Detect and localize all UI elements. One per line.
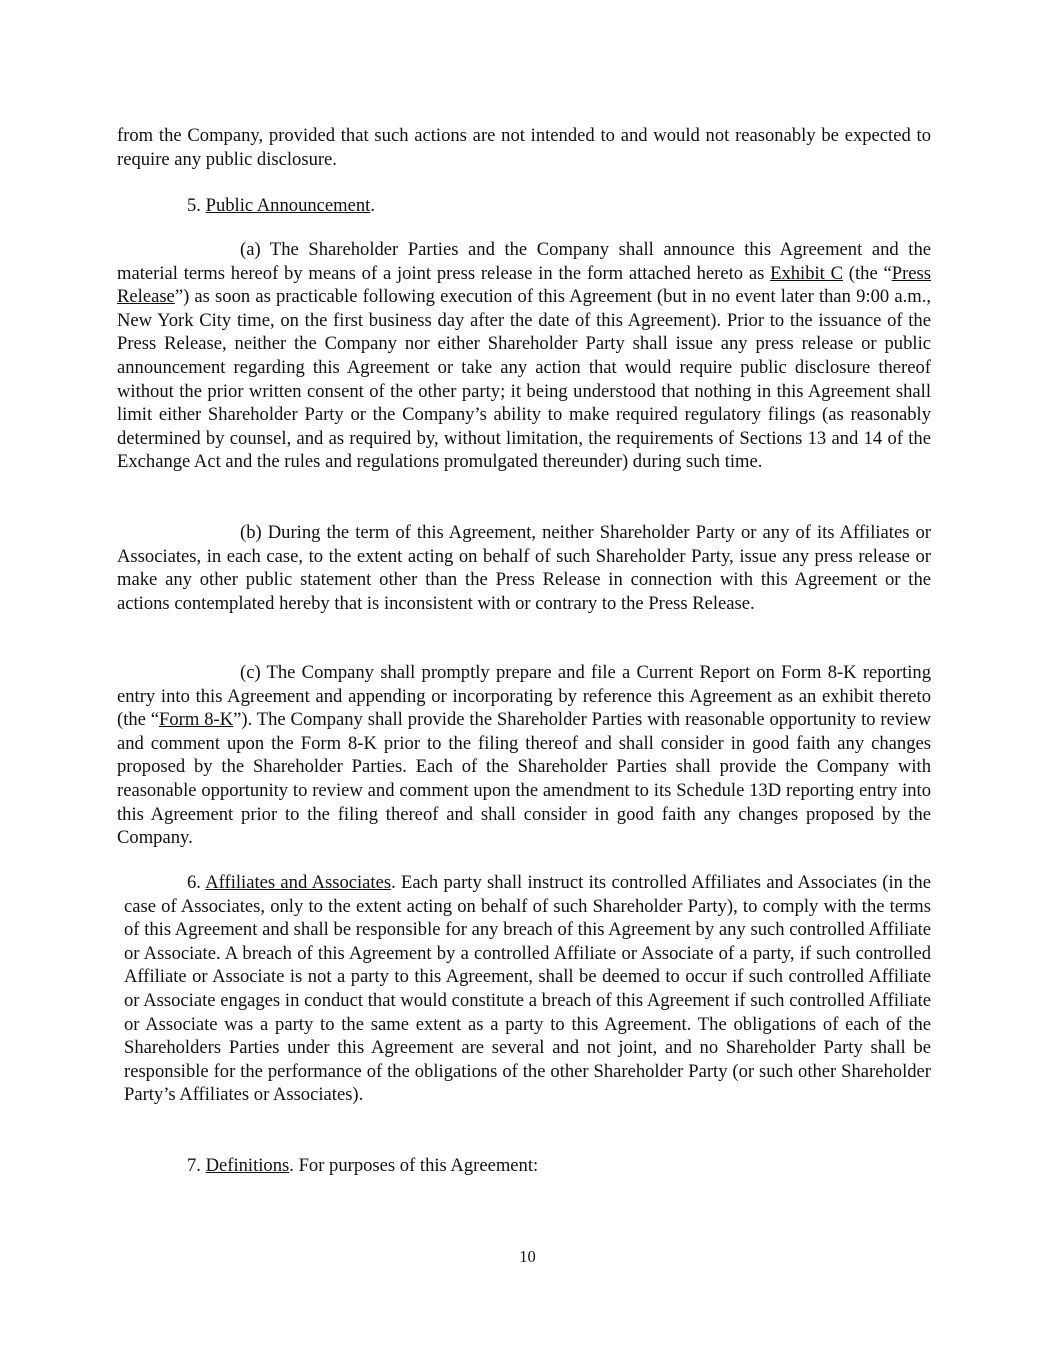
section-5-title: Public Announcement — [205, 195, 371, 216]
section-5b-paragraph: (b) During the term of this Agreement, neither Shareholder Party or any of its Affiliates or Associates, in each case, to the extent acting on behalf of such Shareholder Party, issue any press release or make any other public statement other than the Press Release in connection with this Agreement or the actions contemplated hereby that is inconsistent with or contrary to the Press Release. — [117, 522, 931, 614]
intro-paragraph: from the Company, provided that such actions are not intended to and would not reasonably be expected to require any public disclosure. — [117, 125, 931, 170]
section-7-number: 7. — [187, 1155, 206, 1176]
section-7-title: Definitions — [205, 1155, 290, 1176]
section-6-title: Affiliates and Associates — [205, 872, 392, 893]
page-number: 10 — [519, 1247, 536, 1266]
press-release-term: Press Release — [117, 262, 932, 308]
section-5c-paragraph: (c) The Company shall promptly prepare and file a Current Report on Form 8-K reporting entry into this Agreement and appending or incorporating by reference this Agreement as an exhibit thereto (the “Form 8-K”). The Company shall provide the Shareholder Parties with reasonable opportunity to review and comment upon the Form 8-K prior to the filing thereof and shall consider in good faith any changes proposed by the Shareholder Parties. Each of the Shareholder Parties shall provide the Company with reasonable opportunity to review and comment upon the amendment to its Schedule 13D reporting entry into this Agreement prior to the filing thereof and shall consider in good faith any changes proposed by the Company. — [117, 662, 932, 849]
section-7-heading: 7. Definitions. For purposes of this Agreement: — [187, 1155, 539, 1176]
section-5-number: 5. — [187, 195, 201, 216]
exhibit-c-term: Exhibit C — [770, 262, 844, 284]
section-6-paragraph: 6. Affiliates and Associates. Each party shall instruct its controlled Affiliates and Associates (in the case of Associates, only to the extent acting on behalf of such Shareholder Party), to comply with the terms of this Agreement and shall be responsible for any breach of this Agreement by any such controlled Affiliate or Associate. A breach of this Agreement by a controlled Affiliate or Associate of a party, if such controlled Affiliate or Associate is not a party to this Agreement, shall be deemed to occur if such controlled Affiliate or Associate engages in conduct that would constitute a breach of this Agreement if such controlled Affiliate or Associate was a party to the same extent as a party to this Agreement. The obligations of each of the Shareholders Parties under this Agreement are several and not joint, and no Shareholder Party shall be responsible for the performance of the obligations of the other Shareholder Party (or such other Shareholder Party’s Affiliates or Associates). — [124, 872, 931, 1106]
section-5-heading: 5. Public Announcement. — [187, 195, 376, 216]
section-6-number: 6. — [187, 872, 206, 893]
section-5a-paragraph: (a) The Shareholder Parties and the Company shall announce this Agreement and the material terms hereof by means of a joint press release in the form attached hereto as Exhibit C (the “Press Release”) as soon as practicable following execution of this Agreement (but in no event later than 9:00 a.m., New York City time, on the first business day after the date of this Agreement). Prior to the issuance of the Press Release, neither the Company nor either Shareholder Party shall issue any press release or public announcement regarding this Agreement or take any action that would require public disclosure thereof without the prior written consent of the other party; it being understood that nothing in this Agreement shall limit either Shareholder Party or the Company’s ability to make required regulatory filings (as reasonably determined by counsel, and as required by, without limitation, the requirements of Sections 13 and 14 of the Exchange Act and the rules and regulations promulgated thereunder) during such time. — [117, 239, 932, 473]
form-8k-term: Form 8-K — [159, 709, 234, 731]
